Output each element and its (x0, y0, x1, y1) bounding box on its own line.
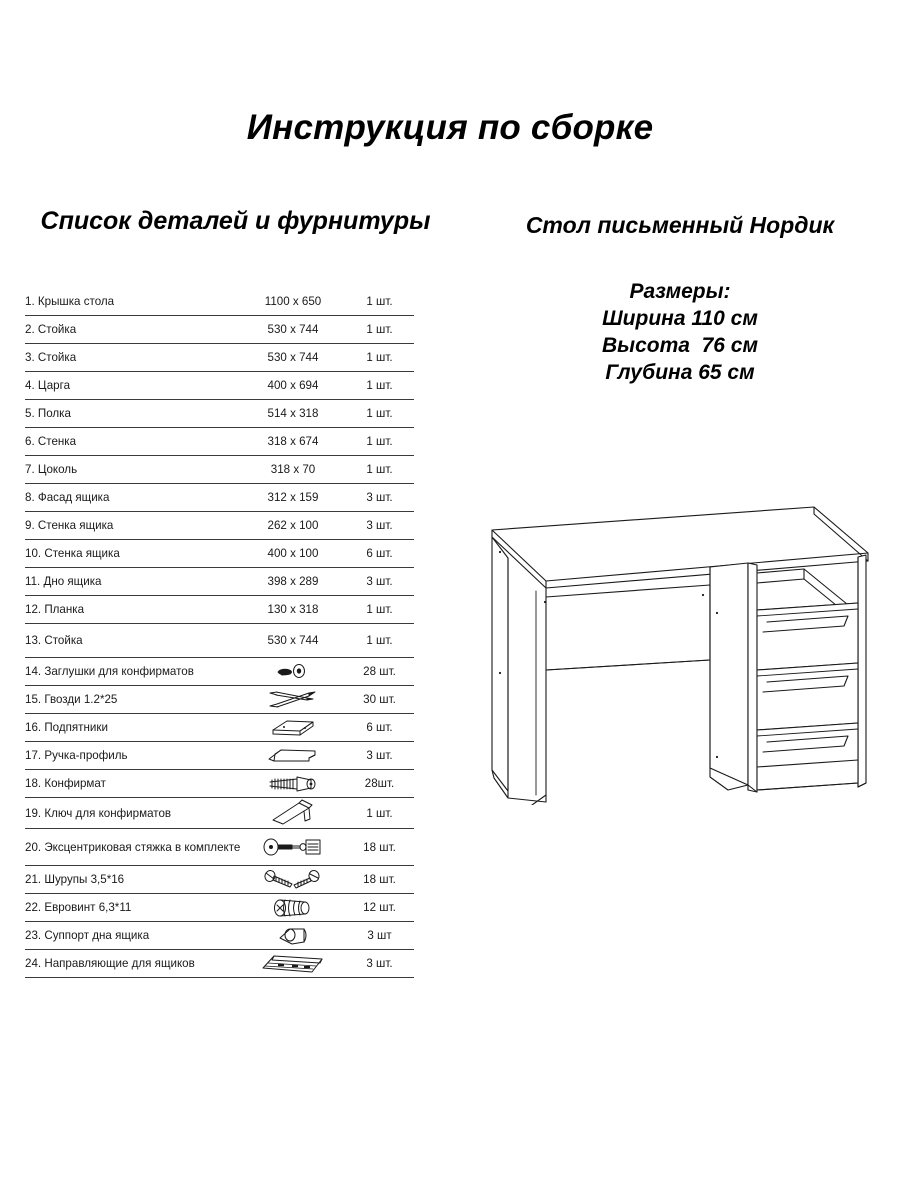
part-quantity-cell: 1 шт. (366, 634, 393, 647)
part-size-cell: 514 х 318 (267, 407, 319, 420)
part-quantity-cell: 1 шт. (366, 603, 393, 616)
part-name-cell: 8. Фасад ящика (25, 491, 110, 504)
table-row (25, 798, 414, 829)
product-name-heading: Стол письменный Нордик (525, 212, 835, 238)
table-row (25, 568, 414, 596)
cap-plug-icon (241, 658, 345, 686)
drawer-rail-icon (241, 950, 345, 978)
part-size-cell: 318 х 674 (267, 435, 319, 448)
part-name-cell: 15. Гвозди 1.2*25 (25, 693, 118, 706)
part-size-cell: 400 х 694 (267, 379, 319, 392)
table-row (25, 950, 414, 978)
part-size-cell: 530 х 744 (267, 634, 319, 647)
part-quantity-cell: 3 шт. (366, 519, 393, 532)
part-name-cell: 3. Стойка (25, 351, 77, 364)
part-name-cell: 7. Цоколь (25, 463, 78, 476)
part-size-cell: 262 х 100 (267, 519, 319, 532)
nails-icon (241, 686, 345, 714)
part-name-cell: 19. Ключ для конфирматов (25, 806, 172, 820)
table-row (25, 686, 414, 714)
table-row (25, 428, 414, 456)
part-name-cell: 9. Стенка ящика (25, 519, 114, 532)
table-row (25, 400, 414, 428)
part-size-cell: 312 х 159 (267, 491, 319, 504)
part-quantity-cell: 12 шт. (363, 901, 396, 914)
part-name-cell: 16. Подпятники (25, 721, 108, 734)
part-quantity-cell: 3 шт. (366, 749, 393, 762)
part-name-cell: 20. Эксцентриковая стяжка в комплекте (25, 840, 241, 854)
part-name-cell: 4. Царга (25, 379, 71, 392)
table-row (25, 894, 414, 922)
glide-pad-icon (241, 714, 345, 742)
part-quantity-cell: 1 шт. (366, 463, 393, 476)
part-quantity-cell: 1 шт. (366, 295, 393, 308)
table-row (25, 658, 414, 686)
table-row (25, 456, 414, 484)
part-size-cell: 530 х 744 (267, 323, 319, 336)
table-row (25, 540, 414, 568)
part-size-cell: 530 х 744 (267, 351, 319, 364)
parts-list-heading: Список деталей и фурнитуры (40, 207, 431, 235)
part-quantity-cell: 1 шт. (366, 806, 393, 820)
part-quantity-cell: 3 шт. (366, 957, 393, 970)
part-name-cell: 14. Заглушки для конфирматов (25, 665, 194, 678)
dimensions-block (470, 278, 890, 386)
part-size-cell: 318 х 70 (270, 463, 316, 476)
part-quantity-cell: 18 шт. (363, 873, 396, 886)
part-name-cell: 11. Дно ящика (25, 575, 102, 588)
part-quantity-cell: 1 шт. (366, 407, 393, 420)
table-row (25, 596, 414, 624)
table-row (25, 316, 414, 344)
drawer-bottom-support-icon (241, 922, 345, 950)
part-quantity-cell: 3 шт. (366, 575, 393, 588)
dimensions-label: Размеры: (629, 280, 731, 303)
part-quantity-cell: 3 шт. (366, 491, 393, 504)
dimension-height: Высота 76 см (601, 334, 759, 357)
cam-lock-icon (241, 829, 345, 866)
part-name-cell: 6. Стенка (25, 435, 77, 448)
table-row (25, 344, 414, 372)
part-quantity-cell: 6 шт. (366, 547, 393, 560)
table-row (25, 829, 414, 866)
part-name-cell: 5. Полка (25, 407, 71, 420)
part-size-cell: 130 х 318 (267, 603, 319, 616)
part-quantity-cell: 1 шт. (366, 379, 393, 392)
table-row (25, 372, 414, 400)
desk-illustration (470, 495, 890, 805)
part-name-cell: 23. Суппорт дна ящика (25, 929, 150, 942)
part-quantity-cell: 28 шт. (363, 665, 396, 678)
confirmat-screw-icon (241, 770, 345, 798)
part-size-cell: 398 х 289 (267, 575, 319, 588)
part-name-cell: 21. Шурупы 3,5*16 (25, 873, 125, 886)
part-quantity-cell: 6 шт. (366, 721, 393, 734)
dimension-depth: Глубина 65 см (605, 361, 755, 384)
table-row (25, 624, 414, 658)
handle-profile-icon (241, 742, 345, 770)
part-quantity-cell: 1 шт. (366, 435, 393, 448)
table-row (25, 484, 414, 512)
euro-screw-icon (241, 894, 345, 922)
table-row (25, 714, 414, 742)
part-name-cell: 22. Евровинт 6,3*11 (25, 901, 132, 914)
part-name-cell: 18. Конфирмат (25, 777, 106, 790)
table-row (25, 742, 414, 770)
screws-icon (241, 866, 345, 894)
table-row (25, 288, 414, 316)
part-name-cell: 10. Стенка ящика (25, 547, 120, 560)
part-name-cell: 17. Ручка-профиль (25, 749, 128, 762)
table-row (25, 866, 414, 894)
part-name-cell: 1. Крышка стола (25, 295, 115, 308)
part-quantity-cell: 1 шт. (366, 351, 393, 364)
part-size-cell: 400 х 100 (267, 547, 319, 560)
table-row (25, 770, 414, 798)
dimension-width: Ширина 110 см (602, 307, 758, 330)
page-title: Инструкция по сборке (246, 108, 654, 147)
allen-key-icon (241, 798, 345, 829)
table-row (25, 922, 414, 950)
part-name-cell: 2. Стойка (25, 323, 77, 336)
part-quantity-cell: 1 шт. (366, 323, 393, 336)
part-quantity-cell: 30 шт. (363, 693, 396, 706)
parts-table (25, 288, 414, 978)
part-name-cell: 12. Планка (25, 603, 85, 616)
table-row (25, 512, 414, 540)
part-name-cell: 24. Направляющие для ящиков (25, 957, 195, 970)
part-quantity-cell: 18 шт. (363, 840, 396, 854)
part-size-cell: 1100 х 650 (264, 295, 322, 308)
part-quantity-cell: 28шт. (364, 777, 395, 790)
part-quantity-cell: 3 шт (367, 929, 392, 942)
part-name-cell: 13. Стойка (25, 634, 83, 647)
